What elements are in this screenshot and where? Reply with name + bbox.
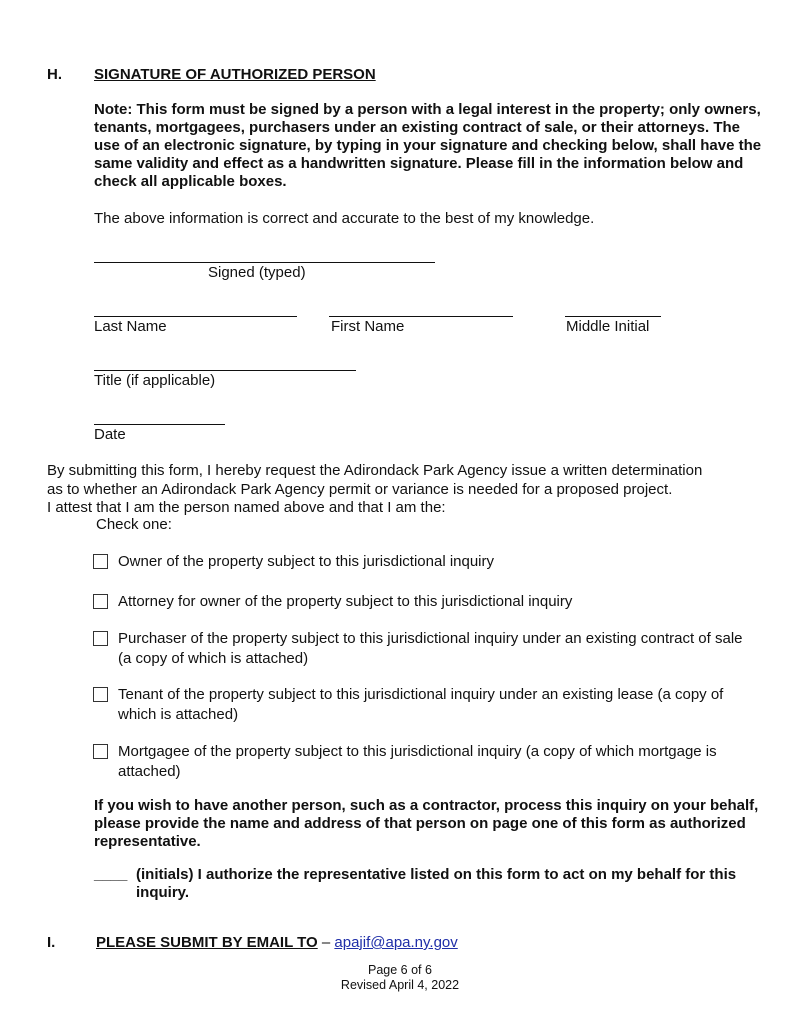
- request-line-1: By submitting this form, I hereby request the Adirondack Park Agency issue a written determination: [47, 462, 703, 479]
- tenant-option-label: Tenant of the property subject to this jurisdictional inquiry under an existing lease (a copy of which is attached): [118, 686, 724, 723]
- title-input[interactable]: [94, 370, 356, 371]
- page-number: Page 6 of 6: [368, 963, 432, 977]
- date-label: Date: [94, 426, 126, 443]
- date-input[interactable]: [94, 424, 225, 425]
- first-name-input[interactable]: [329, 316, 513, 317]
- owner-checkbox[interactable]: [93, 554, 108, 569]
- section-h-letter: H.: [47, 66, 62, 83]
- title-label: Title (if applicable): [94, 372, 216, 389]
- request-line-2: as to whether an Adirondack Park Agency permit or variance is needed for a proposed project.: [47, 481, 673, 498]
- initials-authorization-text: (initials) I authorize the representative listed on this form to act on my behalf for this inquiry.: [136, 866, 737, 901]
- submit-email-link[interactable]: apajif@apa.ny.gov: [334, 934, 458, 951]
- attestation-text: The above information is correct and accurate to the best of my knowledge.: [94, 210, 595, 227]
- mortgagee-option-label: Mortgagee of the property subject to this jurisdictional inquiry (a copy of which mortgage is attached): [118, 743, 717, 780]
- signature-note: Note: This form must be signed by a person with a legal interest in the property; only owners, tenants, mortgagees, purchasers under an existing contract of sale, or their attorneys. The use of an electronic signature, by typing in your signature and checking below, shall have the same validity and effect as a handwritten signature. Please fill in the information below and check all applicable boxes.: [94, 101, 762, 190]
- revised-date: Revised April 4, 2022: [340, 978, 460, 992]
- middle-initial-label: Middle Initial: [566, 318, 650, 335]
- mortgagee-checkbox[interactable]: [93, 744, 108, 759]
- check-one-label: Check one:: [96, 516, 172, 533]
- last-name-input[interactable]: [94, 316, 297, 317]
- purchaser-checkbox[interactable]: [93, 631, 108, 646]
- tenant-checkbox[interactable]: [93, 687, 108, 702]
- first-name-label: First Name: [331, 318, 405, 335]
- purchaser-option-label: Purchaser of the property subject to this jurisdictional inquiry under an existing contract of sale (a copy of which is attached): [118, 630, 743, 667]
- section-i-letter: I.: [47, 934, 56, 951]
- attorney-option-label: Attorney for owner of the property subject to this jurisdictional inquiry: [118, 593, 573, 610]
- representative-note: If you wish to have another person, such as a contractor, process this inquiry on your behalf, please provide the name and address of that person on page one of this form as authorized representative.: [94, 797, 759, 850]
- section-i-title: PLEASE SUBMIT BY EMAIL TO: [96, 934, 318, 951]
- middle-initial-input[interactable]: [565, 316, 661, 317]
- section-h-title: SIGNATURE OF AUTHORIZED PERSON: [94, 66, 376, 83]
- signed-typed-input[interactable]: [94, 262, 435, 263]
- initials-input[interactable]: ____: [94, 866, 128, 883]
- owner-option-label: Owner of the property subject to this jurisdictional inquiry: [118, 553, 495, 570]
- signed-typed-label: Signed (typed): [208, 264, 306, 281]
- attorney-checkbox[interactable]: [93, 594, 108, 609]
- dash-separator: –: [321, 934, 331, 951]
- request-line-3: I attest that I am the person named above and that I am the:: [47, 499, 446, 516]
- last-name-label: Last Name: [94, 318, 167, 335]
